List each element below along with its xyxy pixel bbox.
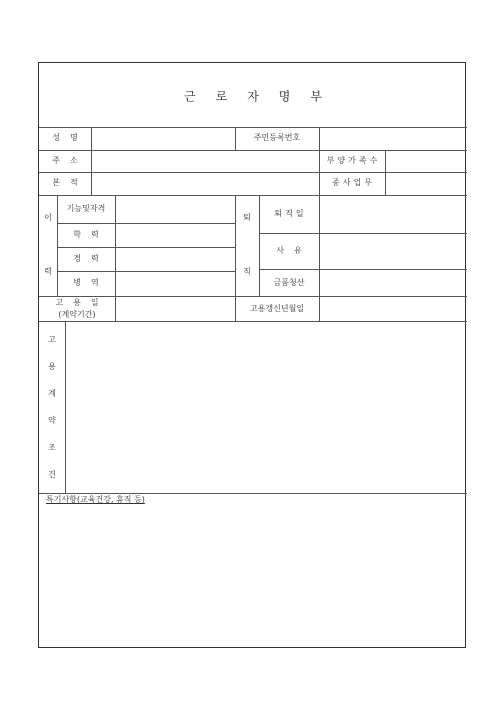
- rule-v-retire-label: [319, 195, 320, 296]
- rule-history-1: [57, 223, 235, 224]
- history-item-military: 병역: [73, 278, 109, 287]
- rule-v-hire-label: [115, 296, 116, 321]
- conditions-char-3: 계: [48, 389, 56, 398]
- rule-v-hire-value: [235, 296, 236, 321]
- rrn-label: 주민등록번호: [253, 133, 301, 142]
- job-label: 종사업무: [332, 178, 375, 187]
- conditions-char-1: 고: [48, 335, 56, 344]
- rule-employment-bottom: [39, 321, 467, 322]
- retire-item-reason: 사유: [276, 246, 312, 255]
- rule-v-row23-right: [385, 150, 386, 195]
- history-side-bottom: 력: [44, 267, 52, 276]
- history-item-career: 경력: [73, 254, 109, 263]
- rule-v-retire-side: [259, 195, 260, 296]
- employee-register-form: [38, 62, 466, 648]
- rule-v-row1-right: [319, 127, 320, 150]
- retire-item-date: 퇴직일: [274, 209, 307, 218]
- rule-v-row23-mid: [319, 150, 320, 195]
- rule-v-conditions-side: [65, 321, 66, 493]
- remarks-label: 특기사항(교육건강, 휴직 등): [46, 495, 145, 504]
- form-title: 근로자명부: [184, 89, 342, 104]
- conditions-char-4: 약: [48, 416, 56, 425]
- retire-side-top: 퇴: [243, 213, 251, 222]
- rule-title-bottom: [39, 127, 467, 128]
- history-item-qualification: 기능및자격: [66, 204, 106, 213]
- rule-retire-1: [259, 233, 467, 234]
- rule-v-label-col: [91, 127, 92, 195]
- rule-history-2: [57, 247, 235, 248]
- rule-v-history-right: [235, 195, 236, 296]
- address-label: 주소: [52, 156, 88, 165]
- rule-row3-bottom: [39, 195, 467, 196]
- rule-v-row1-mid: [235, 127, 236, 150]
- history-item-education: 학력: [73, 230, 109, 239]
- rule-conditions-bottom: [39, 493, 467, 494]
- conditions-char-2: 용: [48, 362, 56, 371]
- rule-history-bottom: [39, 296, 467, 297]
- name-label: 성명: [52, 133, 88, 142]
- rule-v-renewal-label: [319, 296, 320, 321]
- rule-history-3: [57, 271, 235, 272]
- rule-retire-2: [259, 269, 467, 270]
- history-side-top: 이: [44, 213, 52, 222]
- hire-sub-label: (계약기간): [58, 310, 96, 319]
- rule-v-history-side: [57, 195, 58, 296]
- rule-row1-bottom: [39, 150, 467, 151]
- domicile-label: 본적: [52, 178, 88, 187]
- retire-item-settlement: 금품청산: [273, 278, 305, 287]
- rule-v-history-label: [115, 195, 116, 296]
- hire-label: 고용일: [55, 298, 109, 307]
- conditions-char-5: 조: [48, 443, 56, 452]
- dependents-label: 부양가족수: [326, 156, 381, 165]
- renewal-label: 고용갱신년월일: [249, 304, 305, 313]
- rule-row2-bottom: [39, 172, 467, 173]
- retire-side-bottom: 직: [243, 267, 251, 276]
- conditions-char-6: 건: [48, 470, 56, 479]
